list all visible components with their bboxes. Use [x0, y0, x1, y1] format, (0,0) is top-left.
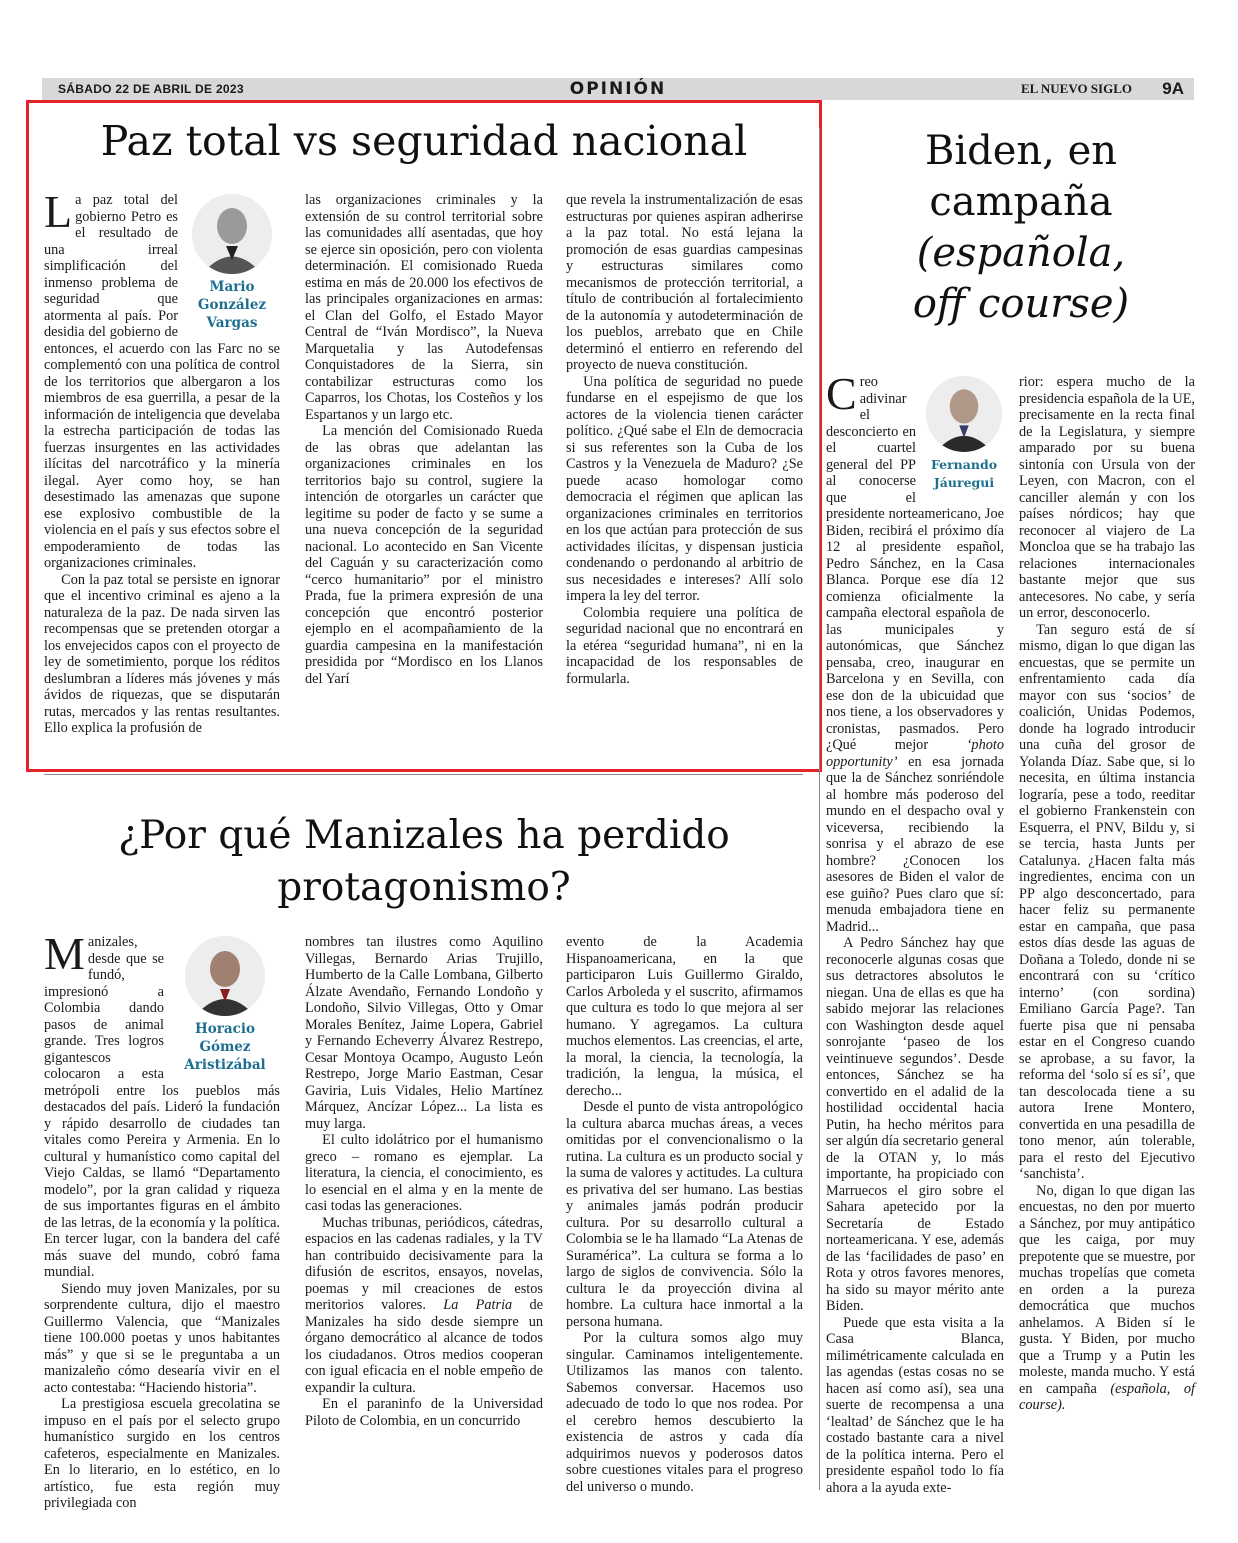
page-header-bar	[42, 78, 1194, 100]
portrait-icon	[926, 376, 1002, 452]
article3-paragraph: Creo adivinar el desconcierto en el cuartel general del PP al conocerse que el presidente norteamericano, Joe Biden, recibirá el próximo día 12 al presidente español, Pedro Sánchez, en la Casa Blanca. Porque ese día 12 comienza oficialmente la campaña electoral española de las municipales y autonómicas, que Sánchez pensaba, creo, inaugurar en Barcelona y en Sevilla, con ese don de la ubicuidad que nos tiene, a los observadores y cronistas, pasmados. Pero ¿Qué mejor ‘photo opportunity’ en esa jornada que la de Sánchez sonriéndole al hombre más poderoso del mundo en el despacho oval y viceversa, recibiendo la sonrisa y el abrazo de ese hombre? ¿Conocen los asesores de Biden el valor de ese guiño? Pues claro que sí: menuda embajadora tiene en Madrid...	[826, 368, 1004, 935]
header-date: SÁBADO 22 DE ABRIL DE 2023	[58, 82, 244, 96]
article2-paragraph: evento de la Academia Hispanoamericana, en la que participaron Luis Guillermo Giraldo, Carlos Arboleda y el suscrito, afirmamos que cultura es todo lo que mejora al ser humano. Y agregamos. La cultura muchos elementos. Las creencias, el arte, la moral, la ciencia, la tecnología, la tradición, la lengua, la música, el derecho...	[566, 934, 803, 1099]
article2-title[interactable]: ¿Por qué Manizales ha perdido protagonismo?	[118, 813, 730, 910]
article3-paragraph: Tan seguro está de sí mismo, digan lo que digan las encuestas, que se permite un enfrentamiento cada día mayor con sus ‘socios’ de coalición, Unidas Podemos, donde ha logrado introducir una cuña del grosor de Yolanda Díaz. Sabe que, si lo necesita, en última instancia lograría, pese a todo, reeditar el gobierno Frankenstein con Esquerra, el PNV, Bildu y, si se tercia, hasta Junts per Catalunya. ¿Hacen falta más ingredientes, encima con un PP algo desconcertado, para hacer feliz su permanente estar en campaña, que pasa estos días desde las aguas de Doñana a Toledo, donde ni se encontrará con su ‘crítico interno’ (con sordina) Emiliano García Page?. Tan fuerte pisa que ni pensaba estar en el Congreso cuando se aprobase, a su favor, la reforma del ‘solo sí es sí’, que tan descolocada tiene a su autora Irene Montero, convertida en una pesadilla de tono menor, aún tolerable, para el resto del Ejecutivo ‘sanchista’.	[1019, 621, 1195, 1182]
article3-paragraph: No, digan lo que digan las encuestas, no den por muerto a Sánchez, por muy antipático que les caiga, por muy prepotente que se muestre, por muchas tropelías que cometa en orden a la pureza democrática que muchos anhelamos. A Biden sí le gusta. Y Biden, por mucho que a Trump y a Putin les moleste, manda mucho. Y está en campaña (española, of course).	[1019, 1182, 1196, 1413]
article2-paragraph: En el paraninfo de la Universidad Piloto de Colombia, en un concurrido	[305, 1396, 543, 1429]
article1-paragraph: Una política de seguridad no puede fundarse en el espejismo de que los actores de la violencia tienen carácter político. ¿Qué sabe el Eln de democracia si sus referentes son la Cuba de los Castros y la Venezuela de Maduro? ¿Se puede acaso homologar como democracia el régimen que aplican las organizaciones criminales en territorios en los que actúan para protección de sus actividades ilícitas, y dispensan justicia condenando o perdonando al arbitrio de sus necesidades e intereses? Allí solo impera la ley del terror.	[566, 373, 803, 604]
newspaper-name: La Patria	[443, 1297, 513, 1313]
article2-paragraph: Por la cultura somos algo muy singular. Caminamos inteligentemente. Utilizamos las manos con talento. Sabemos conversar. Hacemos uso adecuado de todo lo que nos rodea. Por el cerebro hemos descubierto la existencia de astros y cada día adquirimos nuevos y poderosos datos sobre cuestiones vitales para el progreso del universo o mundo.	[566, 1330, 803, 1495]
article2-paragraph: nombres tan ilustres como Aquilino Villegas, Bernardo Arias Trujillo, Humberto de la Calle Lombana, Gilberto Álzate Avendaño, Fernando Londoño y Londoño, Silvio Villegas, Otto y Omar Morales Benítez, Jaime Lopera, Gabriel y Fernando Echeverry Álvarez Restrepo, Cesar Montoya Ocampo, Augusto León Restrepo, Jorge Mario Eastman, Cesar Gaviria, Luis Vidales, Helio Martínez Márquez, Ancízar López... La lista es muy larga.	[305, 934, 543, 1132]
article1-paragraph: La mención del Comisionado Rueda de las obras que adelantan las organizaciones criminales en los territorios bajo su control, sugiere la intención de otorgarles un carácter que legitime su poder de facto y se sume a una nueva concepción de la seguridad nacional. Lo acontecido en San Vicente del Caguán y su caracterización como “cerco humanitario” por el ministro Prada, fue la primera expresión de una concepción que encontró posterior ejemplo en el acompañamiento de la guardia campesina en la manifestación presidida por “Mordisco en los Llanos del Yarí	[305, 423, 543, 687]
article1-author-name[interactable]: Mario González Vargas	[197, 279, 267, 331]
article3-column-2	[1019, 374, 1195, 1414]
article-divider	[44, 774, 803, 775]
article2-paragraph: Muchas tribunas, periódicos, cátedras, espacios en las cadenas radiales, y la TV han contribuido decisivamente para la difusión de escritos, ensayos, novelas, poemas y mil creaciones de estos meritorios valores. La Patria de Manizales ha sido desde siempre un órgano democrático al alcance de todos los ciudadanos. Otros medios cooperan con igual eficacia en el noble empeño de expandir la cultura.	[305, 1214, 544, 1396]
header-page-number: 9A	[1162, 79, 1184, 98]
dropcap: M	[44, 928, 85, 979]
article1-paragraph: La paz total del gobierno Petro es el resultado de una irreal simplificación del inmenso problema de seguridad que atormenta al país. Por desidia del gobierno de entonces, el acuerdo con las Farc no se complementó con una política de control de los territorios que albergaron a los miembros de esa guerrilla, a pesar de la información de inteligencia que develaba la estrecha participación de todas las fuerzas insurgentes en las actividades ilícitas del narcotráfico y la minería ilegal. Ayer como hoy, se han desestimado las amenazas que supone ese explosivo combustible de la violencia en el país y sus efectos sobre el empoderamiento de todas las organizaciones criminales.	[44, 186, 280, 571]
header-brand: EL NUEVO SIGLO	[1021, 81, 1132, 96]
column-divider	[819, 128, 820, 1490]
article2-paragraph: La prestigiosa escuela grecolatina se impuso en el país por el selecto grupo humanístico surgido en los centros cafeteros, especialmente en Manizales. En lo literario, en lo estético, en lo artístico, fue esta región muy privilegiada con	[44, 1396, 280, 1511]
header-section: OPINIÓN	[569, 79, 667, 99]
article3-paragraph: rior: espera mucho de la presidencia española de la UE, precisamente en la recta final de la Legislatura, y siempre amparado por su buena sintonía con Ursula von der Leyen, con Macron, con el canciller alemán y con los países nórdicos; hay que reconocer al viajero de La Moncloa que se ha trabajo las relaciones internacionales bastante mejor que sus antecesores. No cabe, y sería un error, desconocerlo.	[1019, 374, 1195, 621]
dropcap: L	[44, 186, 73, 237]
article2-paragraph: Siendo muy joven Manizales, por su sorprendente cultura, dijo el maestro Guillermo Valencia, que “Manizales tiene 100.000 poetas y unos habitantes más” y que si se le preguntaba a un manizaleño cómo desearía vivir en el acto contestaba: “Haciendo historia”.	[44, 1280, 280, 1396]
article1-column-1	[44, 186, 280, 737]
article2-column-1	[44, 928, 280, 1512]
article1-paragraph: que revela la instrumentalización de esas estructuras por quienes aspiran adherirse a la paz total. No está lejana la promoción de esas guardias campesinas y estructuras similares como mecanismos de protección territorial, a título de contribución al fortalecimiento de la autonomía y autodeterminación de los pueblos, arrebato que en Chile determinó el entierro en referendo del proyecto de nueva constitución.	[566, 192, 803, 373]
article1-paragraph: las organizaciones criminales y la extensión de su control territorial sobre las comunidades allí asentadas, que hoy se ejerce sin oposición, pero con violenta determinación. El comisionado Rueda estima en más de 20.000 los efectivos de las principales organizaciones en armas: el Clan del Golfo, el Estado Mayor Central de “Iván Mordisco”, la Nueva Marquetalia y las Autodefensas Conquistadores de la Sierra, sin contabilizar estructuras como los Caparros, los Chotas, los Costeños y los Espartanos y un largo etc.	[305, 192, 543, 423]
article2-author-block	[170, 936, 280, 1074]
article2-paragraph: Manizales, desde que se fundó, impresionó a Colombia dando pasos de animal grande. Tres logros gigantescos colocaron a esta metrópoli entre los pueblos más destacados del país. Lideró la fundación y rápido desarrollo de ciudades tan vitales como Pereira y Armenia. En lo cultural y humanístico como capital del Viejo Caldas, se llamó “Departamento modelo”, por la gran calidad y riqueza de sus importantes figuras en el ámbito de las letras, de la economía y la política. En tercer lugar, con la bandera del café más suave del mundo, cobró fama mundial.	[44, 928, 280, 1280]
article1-paragraph: Colombia requiere una política de seguridad nacional que no encontrará en la etérea “seguridad humana”, ni en la incapacidad de los responsables de formularla.	[566, 604, 803, 687]
article3-author-block	[922, 376, 1006, 492]
portrait-icon	[185, 936, 265, 1016]
article1-title[interactable]: Paz total vs seguridad nacional	[100, 117, 748, 165]
article1-paragraph: Con la paz total se persiste en ignorar que el incentivo criminal es ajeno a la naturaleza de la paz. De nada sirven las recompensas que se pretenden otorgar a los envejecidos capos con el proyecto de ley de sometimiento, porque los réditos deslumbran a líderes más jóvenes y más ávidos de riquezas, que se disputarán rutas, mercados y las rentas resultantes. Ello explica la profusión de	[44, 571, 280, 736]
portrait-icon	[192, 194, 272, 274]
article3-author-name[interactable]: Fernando Jáuregui	[930, 457, 998, 490]
article2-column-2	[305, 934, 543, 1429]
article3-title[interactable]: Biden, en campaña (española, off course)	[912, 128, 1130, 327]
dropcap: C	[826, 368, 857, 419]
article2-paragraph: Desde el punto de vista antropológico la cultura abarca muchas áreas, a veces omitidas por el convencionalismo o la rutina. La cultura es un producto social y la suma de valores y actitudes. La cultura es privativa del ser humano. Las bestias y animales jamás podrán producir cultura. Por su desarrollo cultural a Colombia se le ha llamado “La Atenas de Suramérica”. La cultura se forma a lo largo de siglos de convivencia. Sólo la cultura le da proyección divina al hombre. La cultura hace inmortal a la persona humana.	[566, 1099, 804, 1330]
article3-paragraph: A Pedro Sánchez hay que reconocerle algunas cosas que sus detractores absolutos le niegan. Una de ellas es que ha sabido mejorar las relaciones con Washington desde aquel sonrojante ‘paseo de los veintinueve segundos’. Desde entonces, Sánchez se ha convertido en el adalid de la hostilidad occidental hacia Putin, ha hecho méritos para ser algún día secretario general de la OTAN y, lo más importante, ha propiciado con Marruecos el giro sobre el Sahara apetecido por la Secretaría de Estado norteamericana. Y ese, además de las ‘facilidades de paso’ en Rota y otros favores menores, ha sido su mayor mérito ante Biden.	[826, 935, 1004, 1314]
article1-column-3	[566, 192, 803, 687]
article2-column-3	[566, 934, 803, 1495]
article1-author-block	[184, 194, 280, 332]
article1-column-2	[305, 192, 543, 687]
article3-column-1	[826, 368, 1004, 1496]
article2-author-name[interactable]: Horacio Gómez Aristizábal	[184, 1021, 266, 1073]
article2-paragraph: El culto idolátrico por el humanismo greco – romano es ejemplar. La literatura, la ciencia, el conocimiento, es lo esencial en el alma y en la mente de casi todas las generaciones.	[305, 1132, 543, 1214]
article3-paragraph: Puede que esta visita a la Casa Blanca, milimétricamente calculada en las agendas (estas cosas no se hacen así como así), sea una suerte de recompensa a una ‘lealtad’ de Sánchez que le ha costado bastante cara a nivel de la política interna. Pero el presidente español todo lo fía ahora a la ayuda exte-	[826, 1314, 1004, 1496]
